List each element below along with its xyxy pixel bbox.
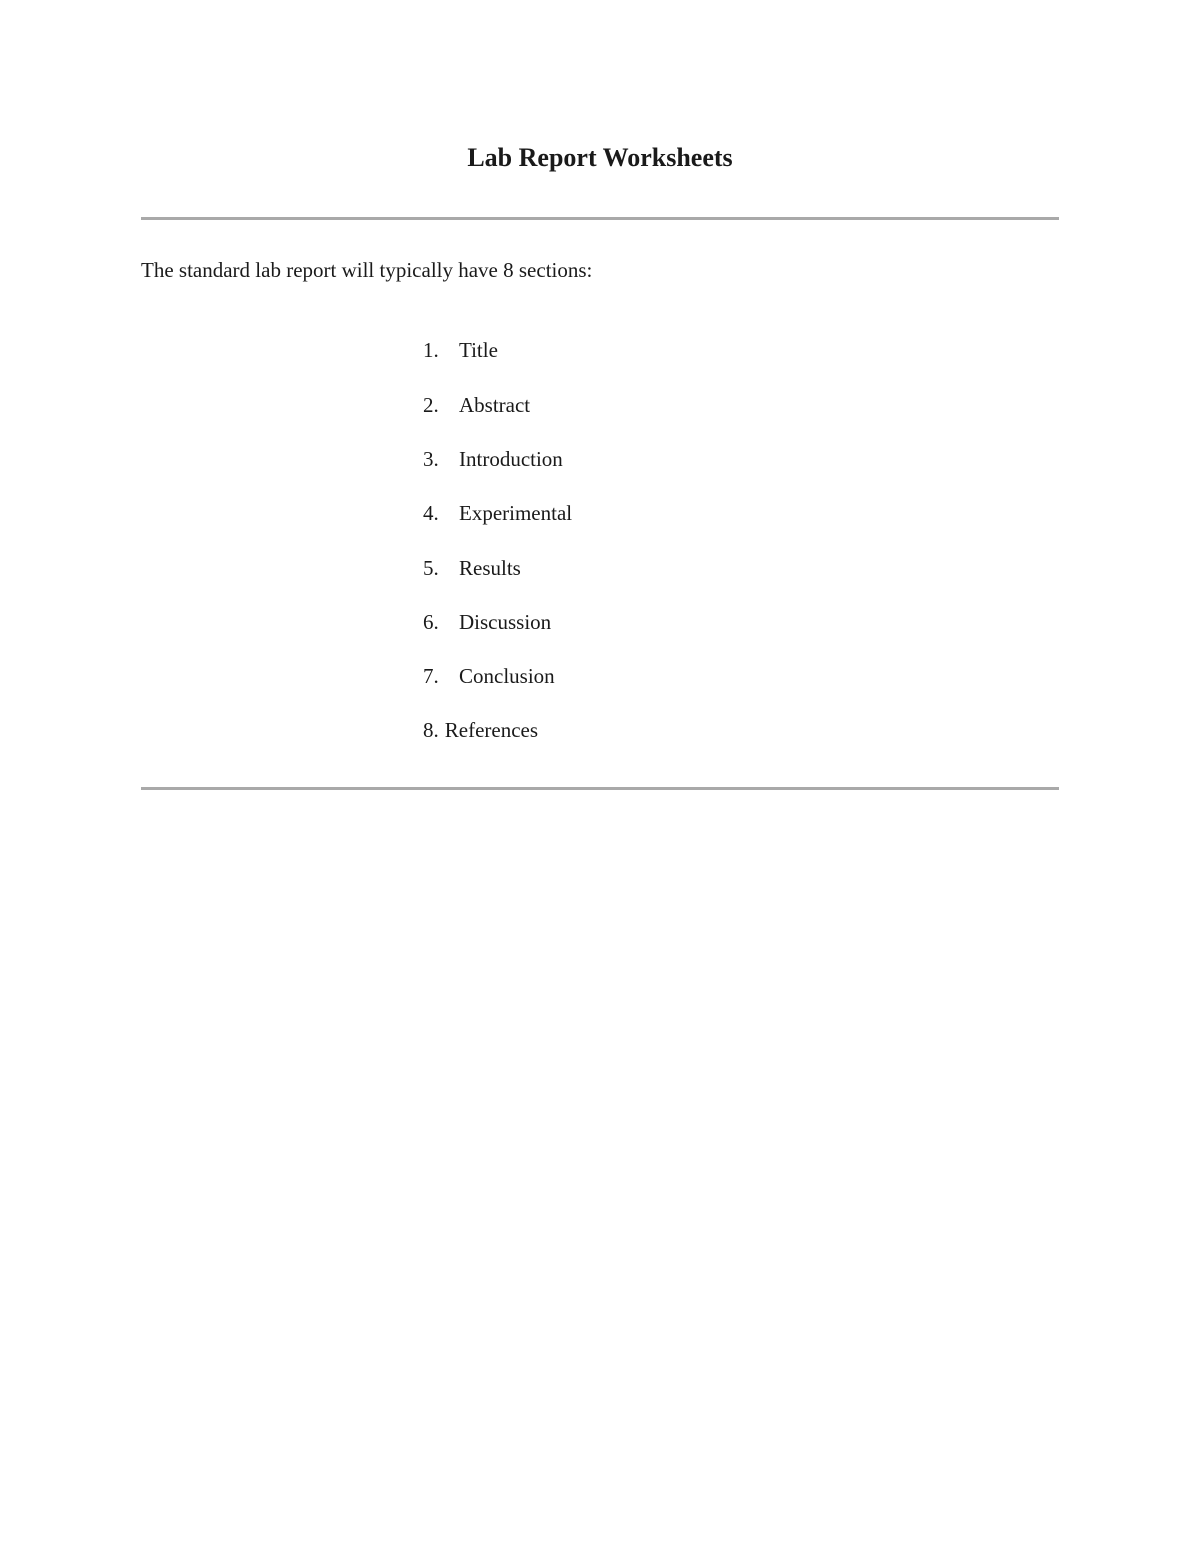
list-item (423, 445, 563, 473)
list-item (423, 716, 538, 744)
list-item-number: 6. (423, 610, 439, 634)
list-item-number: 8. (423, 718, 439, 742)
list-item-number: 3. (423, 447, 439, 471)
list-item (423, 336, 498, 364)
top-divider (141, 217, 1059, 220)
list-item-label: Experimental (459, 501, 573, 525)
list-item (423, 554, 521, 582)
list-item-label: Title (459, 338, 498, 362)
list-item-label: Introduction (459, 447, 563, 471)
bottom-divider (141, 787, 1059, 790)
list-item-label: References (444, 718, 539, 742)
list-item-label: Conclusion (459, 664, 555, 688)
list-item-number: 4. (423, 501, 439, 525)
intro-text: The standard lab report will typically have 8 sections: (141, 258, 593, 282)
list-item (423, 499, 572, 527)
list-item-number: 5. (423, 556, 439, 580)
list-item (423, 608, 551, 636)
list-item-number: 2. (423, 393, 439, 417)
list-item-number: 1. (423, 338, 439, 362)
list-item (423, 391, 530, 419)
page-title: Lab Report Worksheets (467, 143, 733, 172)
list-item-label: Results (459, 556, 521, 580)
list-item (423, 662, 555, 690)
list-item-label: Discussion (459, 610, 552, 634)
list-item-label: Abstract (459, 393, 531, 417)
list-item-number: 7. (423, 664, 439, 688)
